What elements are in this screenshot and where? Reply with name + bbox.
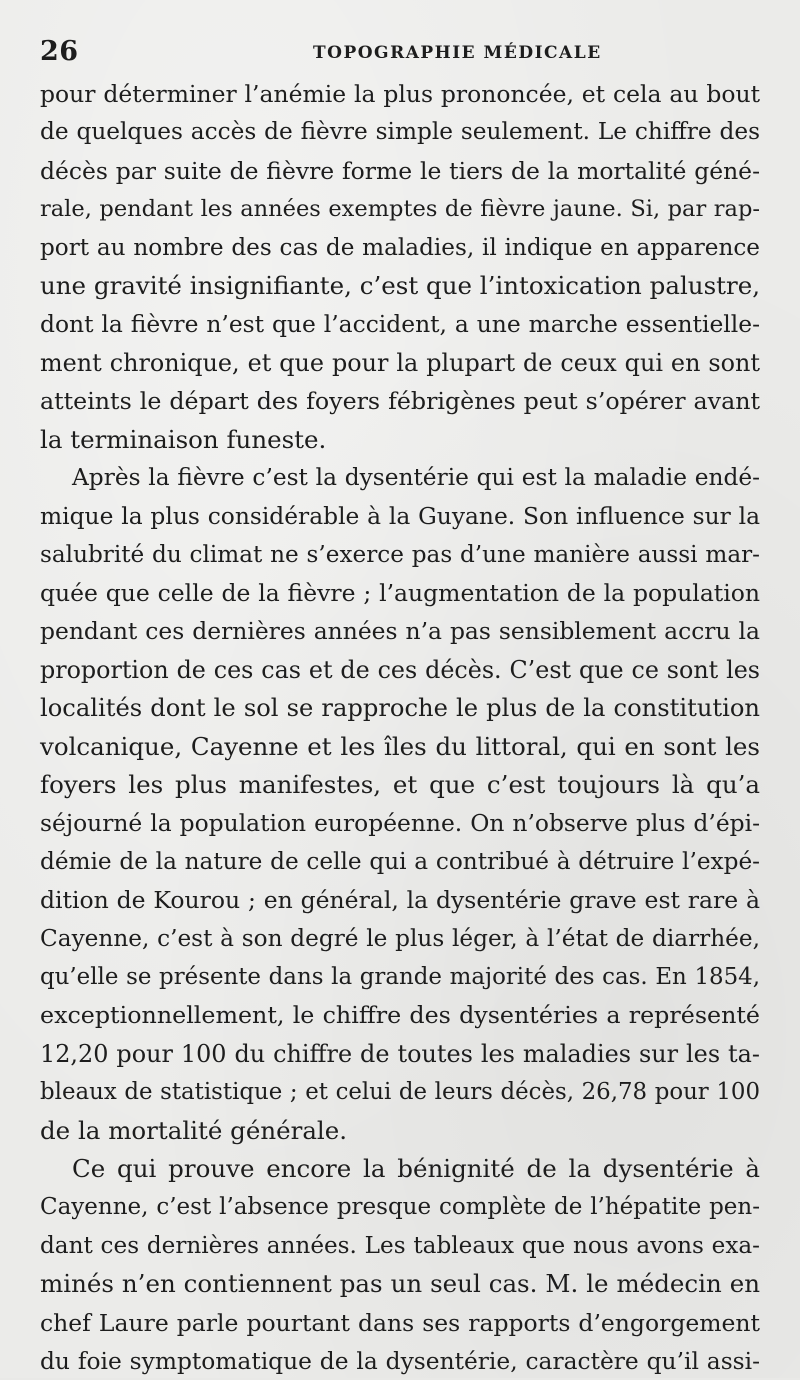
text-line: dition de Kourou ; en général, la dysentérie grave est rare à <box>40 886 760 915</box>
text-line: pendant ces dernières années n’a pas sensiblement accru la <box>40 617 760 646</box>
text-line: localités dont le sol se rapproche le plus de la constitution <box>40 694 760 723</box>
text-line: pour déterminer l’anémie la plus prononcée, et cela au bout <box>40 80 760 108</box>
text-line: port au nombre des cas de maladies, il indique en apparence <box>40 234 760 261</box>
text-line: bleaux de statistique ; et celui de leurs décès, 26,78 pour 100 <box>40 1079 760 1106</box>
text-line: rale, pendant les années exemptes de fièvre jaune. Si, par rap- <box>40 196 760 223</box>
text-line: qu’elle se présente dans la grande majorité des cas. En 1854, <box>40 963 760 990</box>
text-line: foyers les plus manifestes, et que c’est toujours là qu’a <box>40 770 760 800</box>
text-line: salubrité du climat ne s’exerce pas d’une manière aussi mar- <box>40 541 760 568</box>
text-line: Cayenne, c’est à son degré le plus léger, à l’état de diarrhée, <box>40 924 760 952</box>
text-line: mique la plus considérable à la Guyane. Son influence sur la <box>40 502 760 531</box>
text-line: de quelques accès de fièvre simple seulement. Le chiffre des <box>40 118 760 146</box>
text-line: proportion de ces cas et de ces décès. C’est que ce sont les <box>40 655 760 684</box>
text-line: 12,20 pour 100 du chiffre de toutes les maladies sur les ta- <box>40 1039 760 1068</box>
text-line: ment chronique, et que pour la plupart de ceux qui en sont <box>40 348 760 377</box>
text-line: démie de la nature de celle qui a contribué à détruire l’expé- <box>40 847 760 875</box>
text-line: dant ces dernières années. Les tableaux que nous avons exa- <box>40 1232 760 1259</box>
text-line: minés n’en contiennent pas un seul cas. M. le médecin en <box>40 1269 760 1299</box>
text-line: de la mortalité générale. <box>40 1115 348 1145</box>
text-line: dont la fièvre n’est que l’accident, a une marche essentielle- <box>40 310 760 339</box>
text-line: Ce qui prouve encore la bénignité de la dysentérie à <box>72 1153 760 1183</box>
running-head: TOPOGRAPHIE MÉDICALE <box>313 43 602 63</box>
text-line: la terminaison funeste. <box>40 424 327 454</box>
text-line: du foie symptomatique de la dysentérie, caractère qu’il assi- <box>40 1346 760 1375</box>
text-line: atteints le départ des foyers fébrigènes peut s’opérer avant <box>40 387 760 416</box>
text-line: quée que celle de la fièvre ; l’augmentation de la population <box>40 579 760 608</box>
text-line: exceptionnellement, le chiffre des dysentéries a représenté <box>40 1001 760 1030</box>
page-number: 26 <box>40 36 79 67</box>
body-text <box>40 75 760 1380</box>
text-line: Après la fièvre c’est la dysentérie qui est la maladie endé- <box>72 463 760 491</box>
text-line: décès par suite de fièvre forme le tiers de la mortalité géné- <box>40 156 760 185</box>
text-line: Cayenne, c’est l’absence presque complète de l’hépatite pen- <box>40 1194 760 1221</box>
text-line: volcanique, Cayenne et les îles du littoral, qui en sont les <box>40 731 760 761</box>
text-line: une gravité insignifiante, c’est que l’intoxication palustre, <box>40 270 760 300</box>
page-header <box>40 36 760 70</box>
text-line: séjourné la population européenne. On n’observe plus d’épi- <box>40 809 760 838</box>
text-line: chef Laure parle pourtant dans ses rapports d’engorgement <box>40 1308 760 1337</box>
